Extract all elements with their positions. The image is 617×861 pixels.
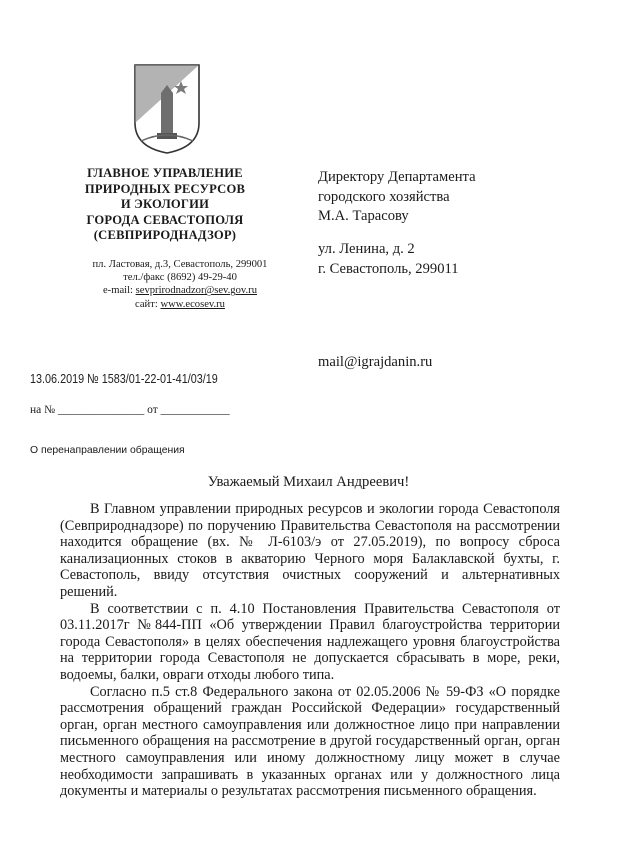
recipient-block [318,168,476,227]
org-site-link[interactable]: www.ecosev.ru [160,298,225,310]
body-paragraph: В соответствии с п. 4.10 Постановления Правительства Севастополя от 03.11.2017г №844-ПП «Об утверждении Правил благоустройства территории города Севастополя» в целях обеспечения надлежащего уровня благоустройства на территории города Севастополя не допускается сбрасывать в море, реки, водоемы, балки, овраги отходы любого типа. [60,600,560,683]
body-paragraph: Согласно п.5 ст.8 Федерального закона от 02.05.2006 № 59-ФЗ «О порядке рассмотрения обращений граждан Российской Федерации» государственный орган, орган местного самоуправления или должностное лицо при направлении письменного обращения на рассмотрение в другой государственный орган, орган местного самоуправления или иному должностному лицу может в случае необходимости запрашивать в указанных органах или у должностного лица документы и материалы о результатах рассмотрения письменного обращения. [60,683,560,800]
site-label: сайт: [135,298,161,310]
organization-contacts [55,258,305,311]
letter-body [60,501,560,800]
org-line: И ЭКОЛОГИИ [120,197,210,211]
org-phone: тел./факс (8692) 49-29-40 [123,272,237,284]
org-address: пл. Ластовая, д.3, Севастополь, 299001 [92,259,268,270]
address-line: ул. Ленина, д. 2 [318,241,415,257]
registration-number: 13.06.2019 № 1583/01-22-01-41/03/19 [30,371,218,386]
body-paragraph: В Главном управлении природных ресурсов и экологии города Севастополя (Севприроднадзоре) по поручению Правительства Севастополя на рассмотрении находится обращение (вх. № Л-6103/э от 27.05.2019), по вопросу сброса канализационных стоков в акваторию Черного моря Балаклавской бухты, г. Севастополь, ввиду отсутствия очистных сооружений и альтернативных решений. [60,501,560,600]
org-line: ГЛАВНОЕ УПРАВЛЕНИЕ [87,166,243,180]
org-email-link[interactable]: sevprirodnadzor@sev.gov.ru [135,285,257,297]
org-site-line [55,298,305,311]
org-line: ПРИРОДНЫХ РЕСУРСОВ [84,181,246,196]
recipient-email: mail@igrajdanin.ru [318,354,433,370]
recipient-line: Директору Департамента [318,169,476,185]
reference-line: на № _______________ от ____________ [30,404,230,416]
address-line: г. Севастополь, 299011 [318,260,459,277]
org-line: (СЕВПРИРОДНАДЗОР) [93,228,237,242]
recipient-line: М.А. Тарасову [318,208,409,224]
recipient-address [318,240,459,279]
sevastopol-coat-of-arms-icon [133,63,201,155]
org-email-line [55,284,305,297]
org-line: ГОРОДА СЕВАСТОПОЛЯ [86,212,244,227]
email-label: e-mail: [102,285,136,297]
organization-name [60,166,270,244]
letter-subject: О перенаправлении обращения [30,445,185,456]
recipient-line: городского хозяйства [318,188,450,205]
greeting: Уважаемый Михаил Андреевич! [207,474,410,490]
